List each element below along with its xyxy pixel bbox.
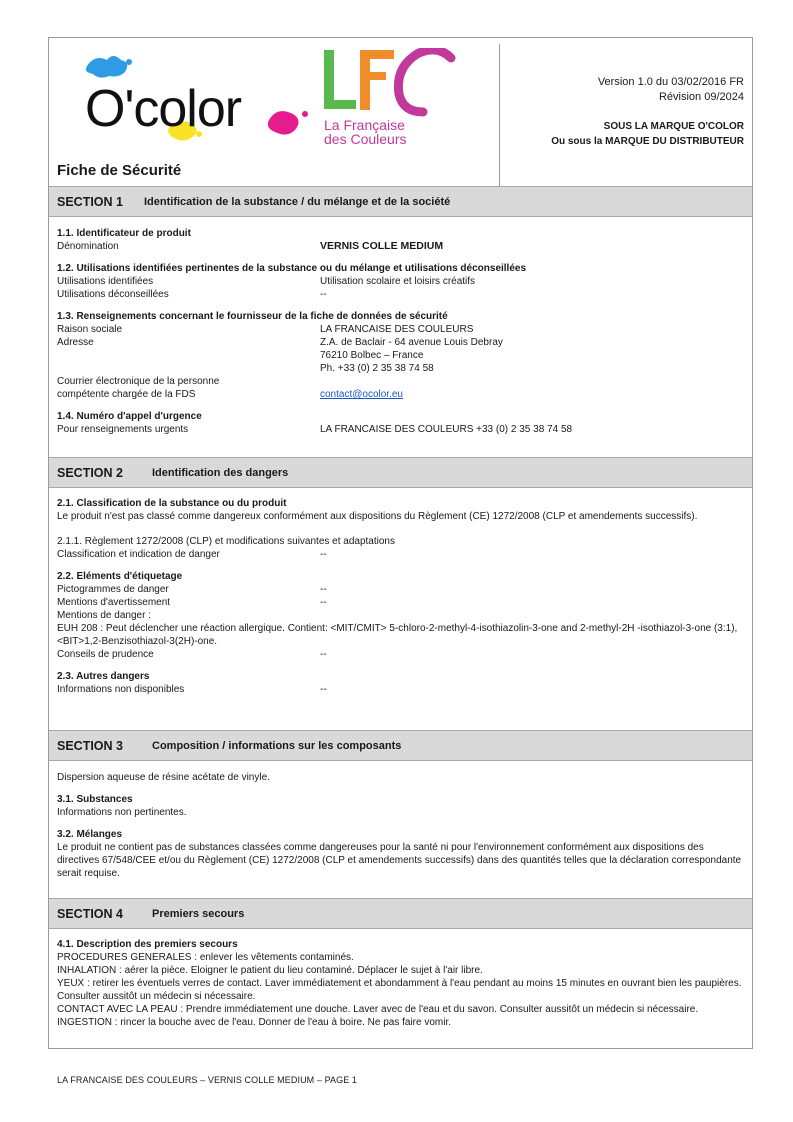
field-value: -- [320, 649, 327, 660]
field-value: LA FRANCAISE DES COULEURS +33 (0) 2 35 38 74 58 [320, 424, 573, 435]
marque-line2: Ou sous la MARQUE DU DISTRIBUTEUR [551, 136, 744, 147]
field-label: Informations non disponibles [57, 684, 185, 695]
section-4-header [49, 898, 752, 929]
revision-text: Révision 09/2024 [658, 91, 744, 103]
field-label: Dénomination [57, 241, 119, 252]
section-2-header [49, 457, 752, 488]
paragraph: 2.1.1. Règlement 1272/2008 (CLP) et modifications suivantes et adaptations [57, 536, 395, 547]
version-block [551, 75, 744, 149]
section-title: Identification des dangers [152, 467, 289, 479]
section-1-header [49, 186, 752, 217]
field-label: Conseils de prudence [57, 649, 154, 660]
field-value: -- [320, 584, 327, 595]
paragraph: INGESTION : rincer la bouche avec de l'eau. Donner de l'eau à boire. Ne pas faire vomir. [57, 1017, 452, 1028]
field-label: Pour renseignements urgents [57, 424, 189, 435]
lfc-line2: des Couleurs [324, 131, 407, 147]
subheading: 2.1. Classification de la substance ou du produit [57, 498, 287, 509]
marque-line1: SOUS LA MARQUE O'COLOR [603, 121, 744, 132]
section-4-body [57, 938, 745, 1029]
field-value: Utilisation scolaire et loisirs créatifs [320, 276, 476, 287]
ocolor-logo [85, 56, 308, 141]
section-title: Composition / informations sur les composants [152, 740, 402, 752]
field-label: Mentions d'avertissement [57, 597, 171, 608]
paragraph: Informations non pertinentes. [57, 807, 187, 818]
field-label: Utilisations déconseillées [57, 289, 169, 300]
document-frame [48, 37, 753, 1049]
section-title: Identification de la substance / du mélange et de la société [144, 196, 451, 208]
ocolor-wordmark: O'color [85, 80, 242, 138]
field-value: 76210 Bolbec – France [320, 350, 424, 361]
subheading: 2.3. Autres dangers [57, 671, 150, 682]
field-label: Utilisations identifiées [57, 276, 154, 287]
subheading: 1.3. Renseignements concernant le fournisseur de la fiche de données de sécurité [57, 311, 448, 322]
subheading: 3.1. Substances [57, 794, 133, 805]
header-divider [499, 44, 500, 186]
product-name: VERNIS COLLE MEDIUM [320, 240, 444, 252]
section-3-header [49, 730, 752, 761]
field-value: Ph. +33 (0) 2 35 38 74 58 [320, 363, 434, 374]
paragraph: Dispersion aqueuse de résine acétate de vinyle. [57, 772, 270, 783]
field-value: -- [320, 289, 327, 300]
field-value: -- [320, 597, 327, 608]
page-footer: LA FRANCAISE DES COULEURS – VERNIS COLLE MEDIUM – PAGE 1 [57, 1075, 358, 1085]
field-label: Courrier électronique de la personne [57, 376, 220, 387]
subheading: 1.2. Utilisations identifiées pertinentes de la substance ou du mélange et utilisations déconseillées [57, 263, 527, 274]
field-label: Classification et indication de danger [57, 549, 220, 560]
lfc-logo [324, 50, 451, 147]
field-label: Adresse [57, 337, 94, 348]
paragraph: Le produit n'est pas classé comme dangereux conformément aux dispositions du Règlement (CE) 1272/2008 (CLP et amendements successifs). [57, 511, 698, 522]
subheading: 1.4. Numéro d'appel d'urgence [57, 411, 202, 422]
field-value: LA FRANCAISE DES COULEURS [320, 324, 474, 335]
paragraph: INHALATION : aérer la pièce. Eloigner le patient du lieu contaminé. Déplacer le sujet à l'air libre. [57, 965, 483, 976]
section-number: SECTION 4 [57, 907, 123, 921]
brand-logos [79, 48, 479, 148]
paragraph: YEUX : retirer les éventuels verres de contact. Laver immédiatement et abondamment à l'eau pendant au moins 15 minutes en ouvrant bien les paupières. Consulter aussitôt un médecin si nécessaire. [57, 978, 742, 1002]
section-3-body [57, 771, 745, 880]
field-value: -- [320, 684, 327, 695]
lfc-line1: La Française [324, 117, 405, 133]
version-text: Version 1.0 du 03/02/2016 FR [597, 76, 744, 88]
subheading: 3.2. Mélanges [57, 829, 123, 840]
email-link[interactable]: contact@ocolor.eu [320, 389, 403, 400]
section-number: SECTION 1 [57, 195, 123, 209]
subheading: 1.1. Identificateur de produit [57, 228, 191, 239]
field-label: Raison sociale [57, 324, 123, 335]
field-label: Pictogrammes de danger [57, 584, 169, 595]
document-header [49, 38, 752, 186]
field-label: compétente chargée de la FDS [57, 389, 196, 400]
paragraph: PROCEDURES GENERALES : enlever les vêtements contaminés. [57, 952, 354, 963]
paragraph: Le produit ne contient pas de substances classées comme dangereuses pour la santé ni pour l'environnement conformément aux dispositions des directives 67/548/CEE et/ou du Règlement (CE) 1272/2008 (CLP et amendements successifs) dans des quantités telles que la déclaration correspondante serait requise. [57, 842, 742, 879]
paragraph: EUH 208 : Peut déclencher une réaction allergique. Contient: <MIT/CMIT> 5-chloro-2-methyl-4-isothiazolin-3-one and 2-methyl-2H -isothiazol-3-one (3:1), <BIT>1,2-Benzisothiazol-3(2H)-one. [57, 623, 738, 647]
field-value: Z.A. de Baclair - 64 avenue Louis Debray [320, 337, 503, 348]
subheading: 2.2. Eléments d'étiquetage [57, 571, 183, 582]
field-label: Mentions de danger : [57, 610, 151, 621]
paragraph: CONTACT AVEC LA PEAU : Prendre immédiatement une douche. Laver avec de l'eau et du savon. Consulter aussitôt un médecin si nécessaire. [57, 1004, 699, 1015]
subheading: 4.1. Description des premiers secours [57, 939, 238, 950]
section-1-body [57, 227, 745, 436]
field-value: -- [320, 549, 327, 560]
section-title: Premiers secours [152, 908, 245, 920]
page-title: Fiche de Sécurité [57, 162, 182, 179]
section-number: SECTION 3 [57, 739, 123, 753]
section-number: SECTION 2 [57, 466, 123, 480]
section-2-body [57, 497, 745, 696]
